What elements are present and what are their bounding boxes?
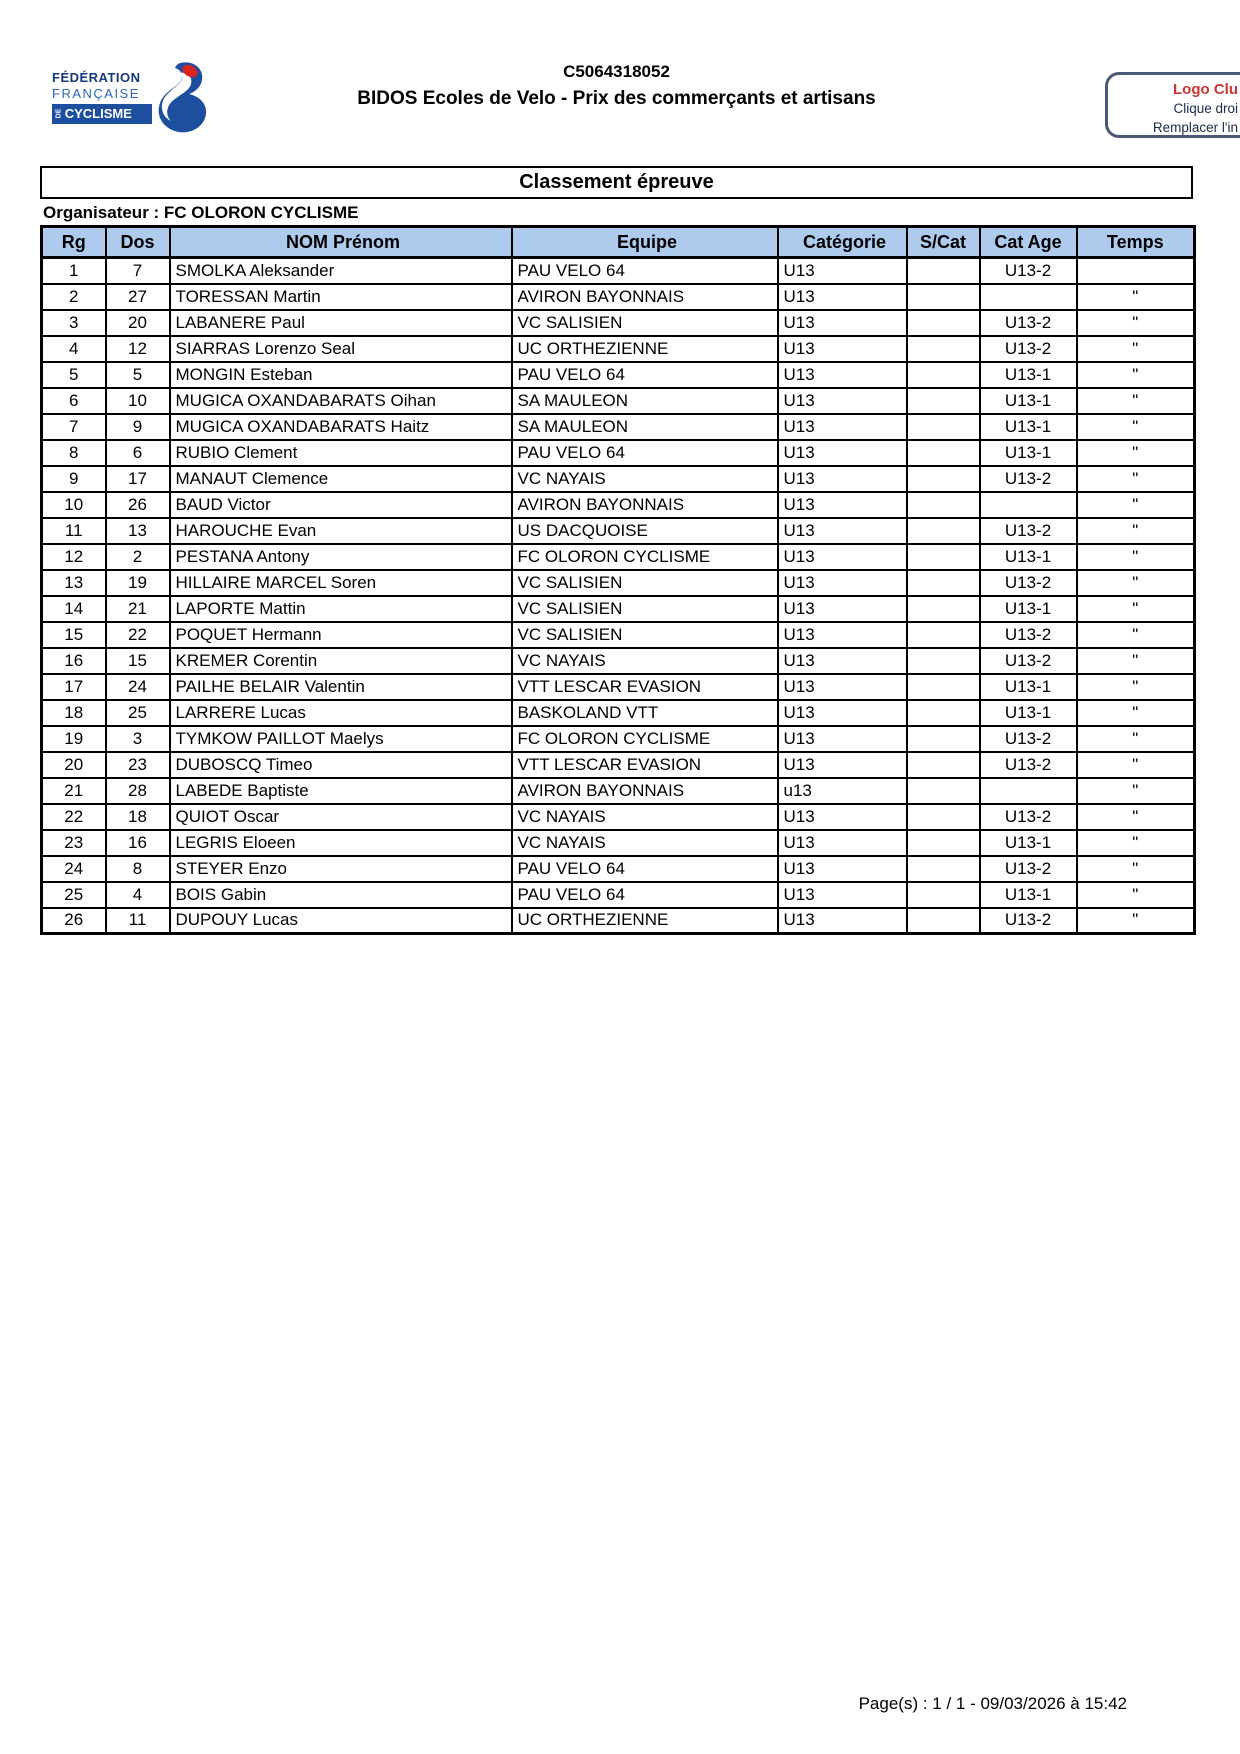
cell-dos: 11 [106,908,170,934]
cell-rg: 12 [42,544,106,570]
cell-catage [980,492,1077,518]
cell-rg: 11 [42,518,106,544]
cell-categorie: U13 [778,570,907,596]
table-row [42,570,1195,596]
column-header-equipe: Equipe [512,227,778,258]
cell-rg: 10 [42,492,106,518]
page-footer: Page(s) : 1 / 1 - 09/03/2026 à 15:42 [858,1694,1127,1713]
cell-temps: " [1077,362,1195,388]
cell-nom: TYMKOW PAILLOT Maelys [170,726,512,752]
table-row [42,622,1195,648]
cell-dos: 23 [106,752,170,778]
cell-rg: 22 [42,804,106,830]
cell-nom: POQUET Hermann [170,622,512,648]
cell-temps [1077,258,1195,284]
cell-scat [907,492,980,518]
cell-equipe: FC OLORON CYCLISME [512,726,778,752]
cell-nom: STEYER Enzo [170,856,512,882]
cell-nom: DUPOUY Lucas [170,908,512,934]
cell-categorie: U13 [778,284,907,310]
cell-categorie: U13 [778,596,907,622]
cell-categorie: U13 [778,700,907,726]
table-row [42,908,1195,934]
cell-dos: 2 [106,544,170,570]
cell-equipe: SA MAULEON [512,388,778,414]
cell-categorie: U13 [778,544,907,570]
cell-scat [907,596,980,622]
cell-nom: PAILHE BELAIR Valentin [170,674,512,700]
cell-categorie: U13 [778,388,907,414]
cell-catage: U13-1 [980,388,1077,414]
cell-rg: 16 [42,648,106,674]
cell-categorie: U13 [778,674,907,700]
cell-dos: 13 [106,518,170,544]
cell-categorie: U13 [778,466,907,492]
cell-nom: MUGICA OXANDABARATS Oihan [170,388,512,414]
table-row [42,284,1195,310]
cell-rg: 8 [42,440,106,466]
cell-equipe: VC NAYAIS [512,830,778,856]
table-row [42,414,1195,440]
cell-catage: U13-2 [980,258,1077,284]
cell-nom: HILLAIRE MARCEL Soren [170,570,512,596]
event-title: BIDOS Ecoles de Velo - Prix des commerçants et artisans [357,88,876,109]
cell-nom: RUBIO Clement [170,440,512,466]
cell-catage: U13-1 [980,830,1077,856]
cell-categorie: U13 [778,830,907,856]
table-row [42,856,1195,882]
organizer-line: Organisateur : FC OLORON CYCLISME [43,203,359,222]
column-header-nom: NOM Prénom [170,227,512,258]
logo-club-placeholder[interactable] [1105,72,1240,138]
cell-nom: QUIOT Oscar [170,804,512,830]
cell-categorie: U13 [778,856,907,882]
cell-scat [907,336,980,362]
cell-rg: 7 [42,414,106,440]
logo-club-line1: Clique droi [1173,101,1238,116]
cell-categorie: U13 [778,258,907,284]
cell-catage: U13-2 [980,310,1077,336]
cell-dos: 12 [106,336,170,362]
cell-rg: 21 [42,778,106,804]
cell-nom: LARRERE Lucas [170,700,512,726]
cell-equipe: PAU VELO 64 [512,258,778,284]
cell-dos: 5 [106,362,170,388]
cell-equipe: VC NAYAIS [512,466,778,492]
cell-nom: LABEDE Baptiste [170,778,512,804]
cell-scat [907,674,980,700]
cell-dos: 7 [106,258,170,284]
cell-categorie: U13 [778,310,907,336]
cell-categorie: U13 [778,518,907,544]
cell-dos: 6 [106,440,170,466]
cell-scat [907,856,980,882]
table-row [42,518,1195,544]
cell-catage [980,284,1077,310]
cell-categorie: U13 [778,336,907,362]
cell-temps: " [1077,440,1195,466]
cell-scat [907,414,980,440]
table-row [42,882,1195,908]
cell-rg: 20 [42,752,106,778]
cell-temps: " [1077,518,1195,544]
cell-scat [907,284,980,310]
cell-nom: MANAUT Clemence [170,466,512,492]
ffc-logo-band-de: DE [55,108,63,119]
table-row [42,466,1195,492]
cell-equipe: US DACQUOISE [512,518,778,544]
table-row [42,596,1195,622]
cell-rg: 4 [42,336,106,362]
cell-scat [907,726,980,752]
cell-temps: " [1077,466,1195,492]
cell-temps: " [1077,830,1195,856]
cell-temps: " [1077,414,1195,440]
cell-nom: SIARRAS Lorenzo Seal [170,336,512,362]
cell-nom: BOIS Gabin [170,882,512,908]
cell-dos: 19 [106,570,170,596]
table-row [42,726,1195,752]
cell-rg: 5 [42,362,106,388]
cell-categorie: u13 [778,778,907,804]
cell-temps: " [1077,310,1195,336]
cell-temps: " [1077,648,1195,674]
cell-catage: U13-2 [980,648,1077,674]
cell-equipe: AVIRON BAYONNAIS [512,284,778,310]
cell-rg: 18 [42,700,106,726]
cell-equipe: VC SALISIEN [512,310,778,336]
cell-equipe: AVIRON BAYONNAIS [512,778,778,804]
column-header-catage: Cat Age [980,227,1077,258]
cell-scat [907,908,980,934]
cell-rg: 1 [42,258,106,284]
table-row [42,336,1195,362]
cell-equipe: UC ORTHEZIENNE [512,908,778,934]
cell-nom: KREMER Corentin [170,648,512,674]
cell-categorie: U13 [778,440,907,466]
cell-temps: " [1077,700,1195,726]
cell-scat [907,700,980,726]
column-header-categorie: Catégorie [778,227,907,258]
table-row [42,310,1195,336]
cell-categorie: U13 [778,726,907,752]
cell-rg: 24 [42,856,106,882]
cell-rg: 15 [42,622,106,648]
column-header-dos: Dos [106,227,170,258]
cell-dos: 18 [106,804,170,830]
cell-equipe: PAU VELO 64 [512,882,778,908]
cell-categorie: U13 [778,362,907,388]
cell-temps: " [1077,778,1195,804]
cell-dos: 25 [106,700,170,726]
table-row [42,674,1195,700]
ffc-logo-band-label: CYCLISME [64,106,132,121]
cell-catage: U13-2 [980,804,1077,830]
cell-temps: " [1077,284,1195,310]
cell-scat [907,830,980,856]
cell-catage: U13-2 [980,726,1077,752]
cell-temps: " [1077,856,1195,882]
cell-dos: 8 [106,856,170,882]
cell-rg: 26 [42,908,106,934]
cell-equipe: BASKOLAND VTT [512,700,778,726]
cell-temps: " [1077,674,1195,700]
cell-rg: 3 [42,310,106,336]
cell-nom: LEGRIS Eloeen [170,830,512,856]
cell-equipe: VC NAYAIS [512,804,778,830]
table-row [42,648,1195,674]
cell-equipe: VC NAYAIS [512,648,778,674]
table-row [42,440,1195,466]
cell-catage: U13-2 [980,622,1077,648]
cell-dos: 16 [106,830,170,856]
section-title: Classement épreuve [40,166,1193,199]
cell-temps: " [1077,726,1195,752]
cell-scat [907,882,980,908]
cell-nom: PESTANA Antony [170,544,512,570]
table-row [42,752,1195,778]
cell-equipe: PAU VELO 64 [512,856,778,882]
table-row [42,804,1195,830]
column-header-scat: S/Cat [907,227,980,258]
column-header-temps: Temps [1077,227,1195,258]
cell-scat [907,544,980,570]
cell-scat [907,440,980,466]
cell-dos: 4 [106,882,170,908]
cell-nom: SMOLKA Aleksander [170,258,512,284]
cell-categorie: U13 [778,752,907,778]
table-row [42,362,1195,388]
cell-nom: HAROUCHE Evan [170,518,512,544]
cell-equipe: SA MAULEON [512,414,778,440]
cell-equipe: PAU VELO 64 [512,440,778,466]
cell-categorie: U13 [778,648,907,674]
cell-equipe: FC OLORON CYCLISME [512,544,778,570]
cell-rg: 2 [42,284,106,310]
cell-scat [907,570,980,596]
cell-categorie: U13 [778,804,907,830]
cell-dos: 27 [106,284,170,310]
cell-equipe: VC SALISIEN [512,596,778,622]
cell-equipe: VC SALISIEN [512,622,778,648]
cell-nom: DUBOSCQ Timeo [170,752,512,778]
cell-dos: 22 [106,622,170,648]
cell-temps: " [1077,882,1195,908]
logo-club-title: Logo Clu [1173,81,1238,98]
header-row [42,227,1195,258]
cell-rg: 19 [42,726,106,752]
cell-dos: 10 [106,388,170,414]
cell-catage: U13-1 [980,674,1077,700]
cell-equipe: AVIRON BAYONNAIS [512,492,778,518]
logo-club-text [1108,80,1238,137]
cell-categorie: U13 [778,908,907,934]
cell-nom: LAPORTE Mattin [170,596,512,622]
table-row [42,388,1195,414]
cell-scat [907,466,980,492]
cell-rg: 13 [42,570,106,596]
results-table-body [42,258,1195,934]
cell-catage: U13-2 [980,908,1077,934]
cell-temps: " [1077,752,1195,778]
cell-scat [907,778,980,804]
ffc-logo-line2: FRANÇAISE [52,86,140,101]
cell-scat [907,622,980,648]
cell-scat [907,804,980,830]
cell-catage: U13-1 [980,362,1077,388]
cell-rg: 23 [42,830,106,856]
cell-rg: 6 [42,388,106,414]
cell-dos: 26 [106,492,170,518]
cell-rg: 25 [42,882,106,908]
cell-dos: 3 [106,726,170,752]
table-row [42,700,1195,726]
cell-temps: " [1077,804,1195,830]
cell-catage: U13-2 [980,856,1077,882]
table-row [42,258,1195,284]
cell-dos: 17 [106,466,170,492]
cell-equipe: VTT LESCAR EVASION [512,674,778,700]
table-row [42,830,1195,856]
cell-dos: 28 [106,778,170,804]
cell-equipe: UC ORTHEZIENNE [512,336,778,362]
cell-catage: U13-1 [980,596,1077,622]
cell-rg: 9 [42,466,106,492]
cell-catage: U13-1 [980,440,1077,466]
results-table-head [42,227,1195,258]
cell-temps: " [1077,596,1195,622]
cell-scat [907,518,980,544]
cell-catage [980,778,1077,804]
cell-scat [907,362,980,388]
cell-rg: 14 [42,596,106,622]
cell-dos: 21 [106,596,170,622]
cell-equipe: PAU VELO 64 [512,362,778,388]
column-header-rg: Rg [42,227,106,258]
cell-catage: U13-2 [980,336,1077,362]
cell-temps: " [1077,622,1195,648]
cell-categorie: U13 [778,622,907,648]
cell-categorie: U13 [778,882,907,908]
cell-catage: U13-1 [980,700,1077,726]
cell-rg: 17 [42,674,106,700]
cell-temps: " [1077,544,1195,570]
cell-nom: LABANERE Paul [170,310,512,336]
cell-nom: BAUD Victor [170,492,512,518]
cell-nom: MONGIN Esteban [170,362,512,388]
cell-nom: MUGICA OXANDABARATS Haitz [170,414,512,440]
cell-temps: " [1077,492,1195,518]
cell-catage: U13-1 [980,544,1077,570]
cell-catage: U13-2 [980,752,1077,778]
cell-scat [907,388,980,414]
cell-categorie: U13 [778,414,907,440]
cell-equipe: VC SALISIEN [512,570,778,596]
cell-scat [907,648,980,674]
table-row [42,492,1195,518]
cell-scat [907,258,980,284]
cell-dos: 20 [106,310,170,336]
cell-temps: " [1077,570,1195,596]
cell-dos: 9 [106,414,170,440]
cell-equipe: VTT LESCAR EVASION [512,752,778,778]
cell-temps: " [1077,388,1195,414]
cell-scat [907,310,980,336]
cell-scat [907,752,980,778]
cell-catage: U13-2 [980,466,1077,492]
table-row [42,544,1195,570]
logo-club-line2: Remplacer l'in [1152,120,1238,135]
cell-dos: 24 [106,674,170,700]
cell-catage: U13-1 [980,414,1077,440]
cell-catage: U13-2 [980,518,1077,544]
doc-code: C5064318052 [563,62,670,81]
cell-catage: U13-2 [980,570,1077,596]
table-row [42,778,1195,804]
cell-temps: " [1077,336,1195,362]
results-table [40,225,1196,935]
ffc-logo-line1: FÉDÉRATION [52,70,141,85]
cell-nom: TORESSAN Martin [170,284,512,310]
cell-categorie: U13 [778,492,907,518]
cell-catage: U13-1 [980,882,1077,908]
cell-temps: " [1077,908,1195,934]
cell-dos: 15 [106,648,170,674]
